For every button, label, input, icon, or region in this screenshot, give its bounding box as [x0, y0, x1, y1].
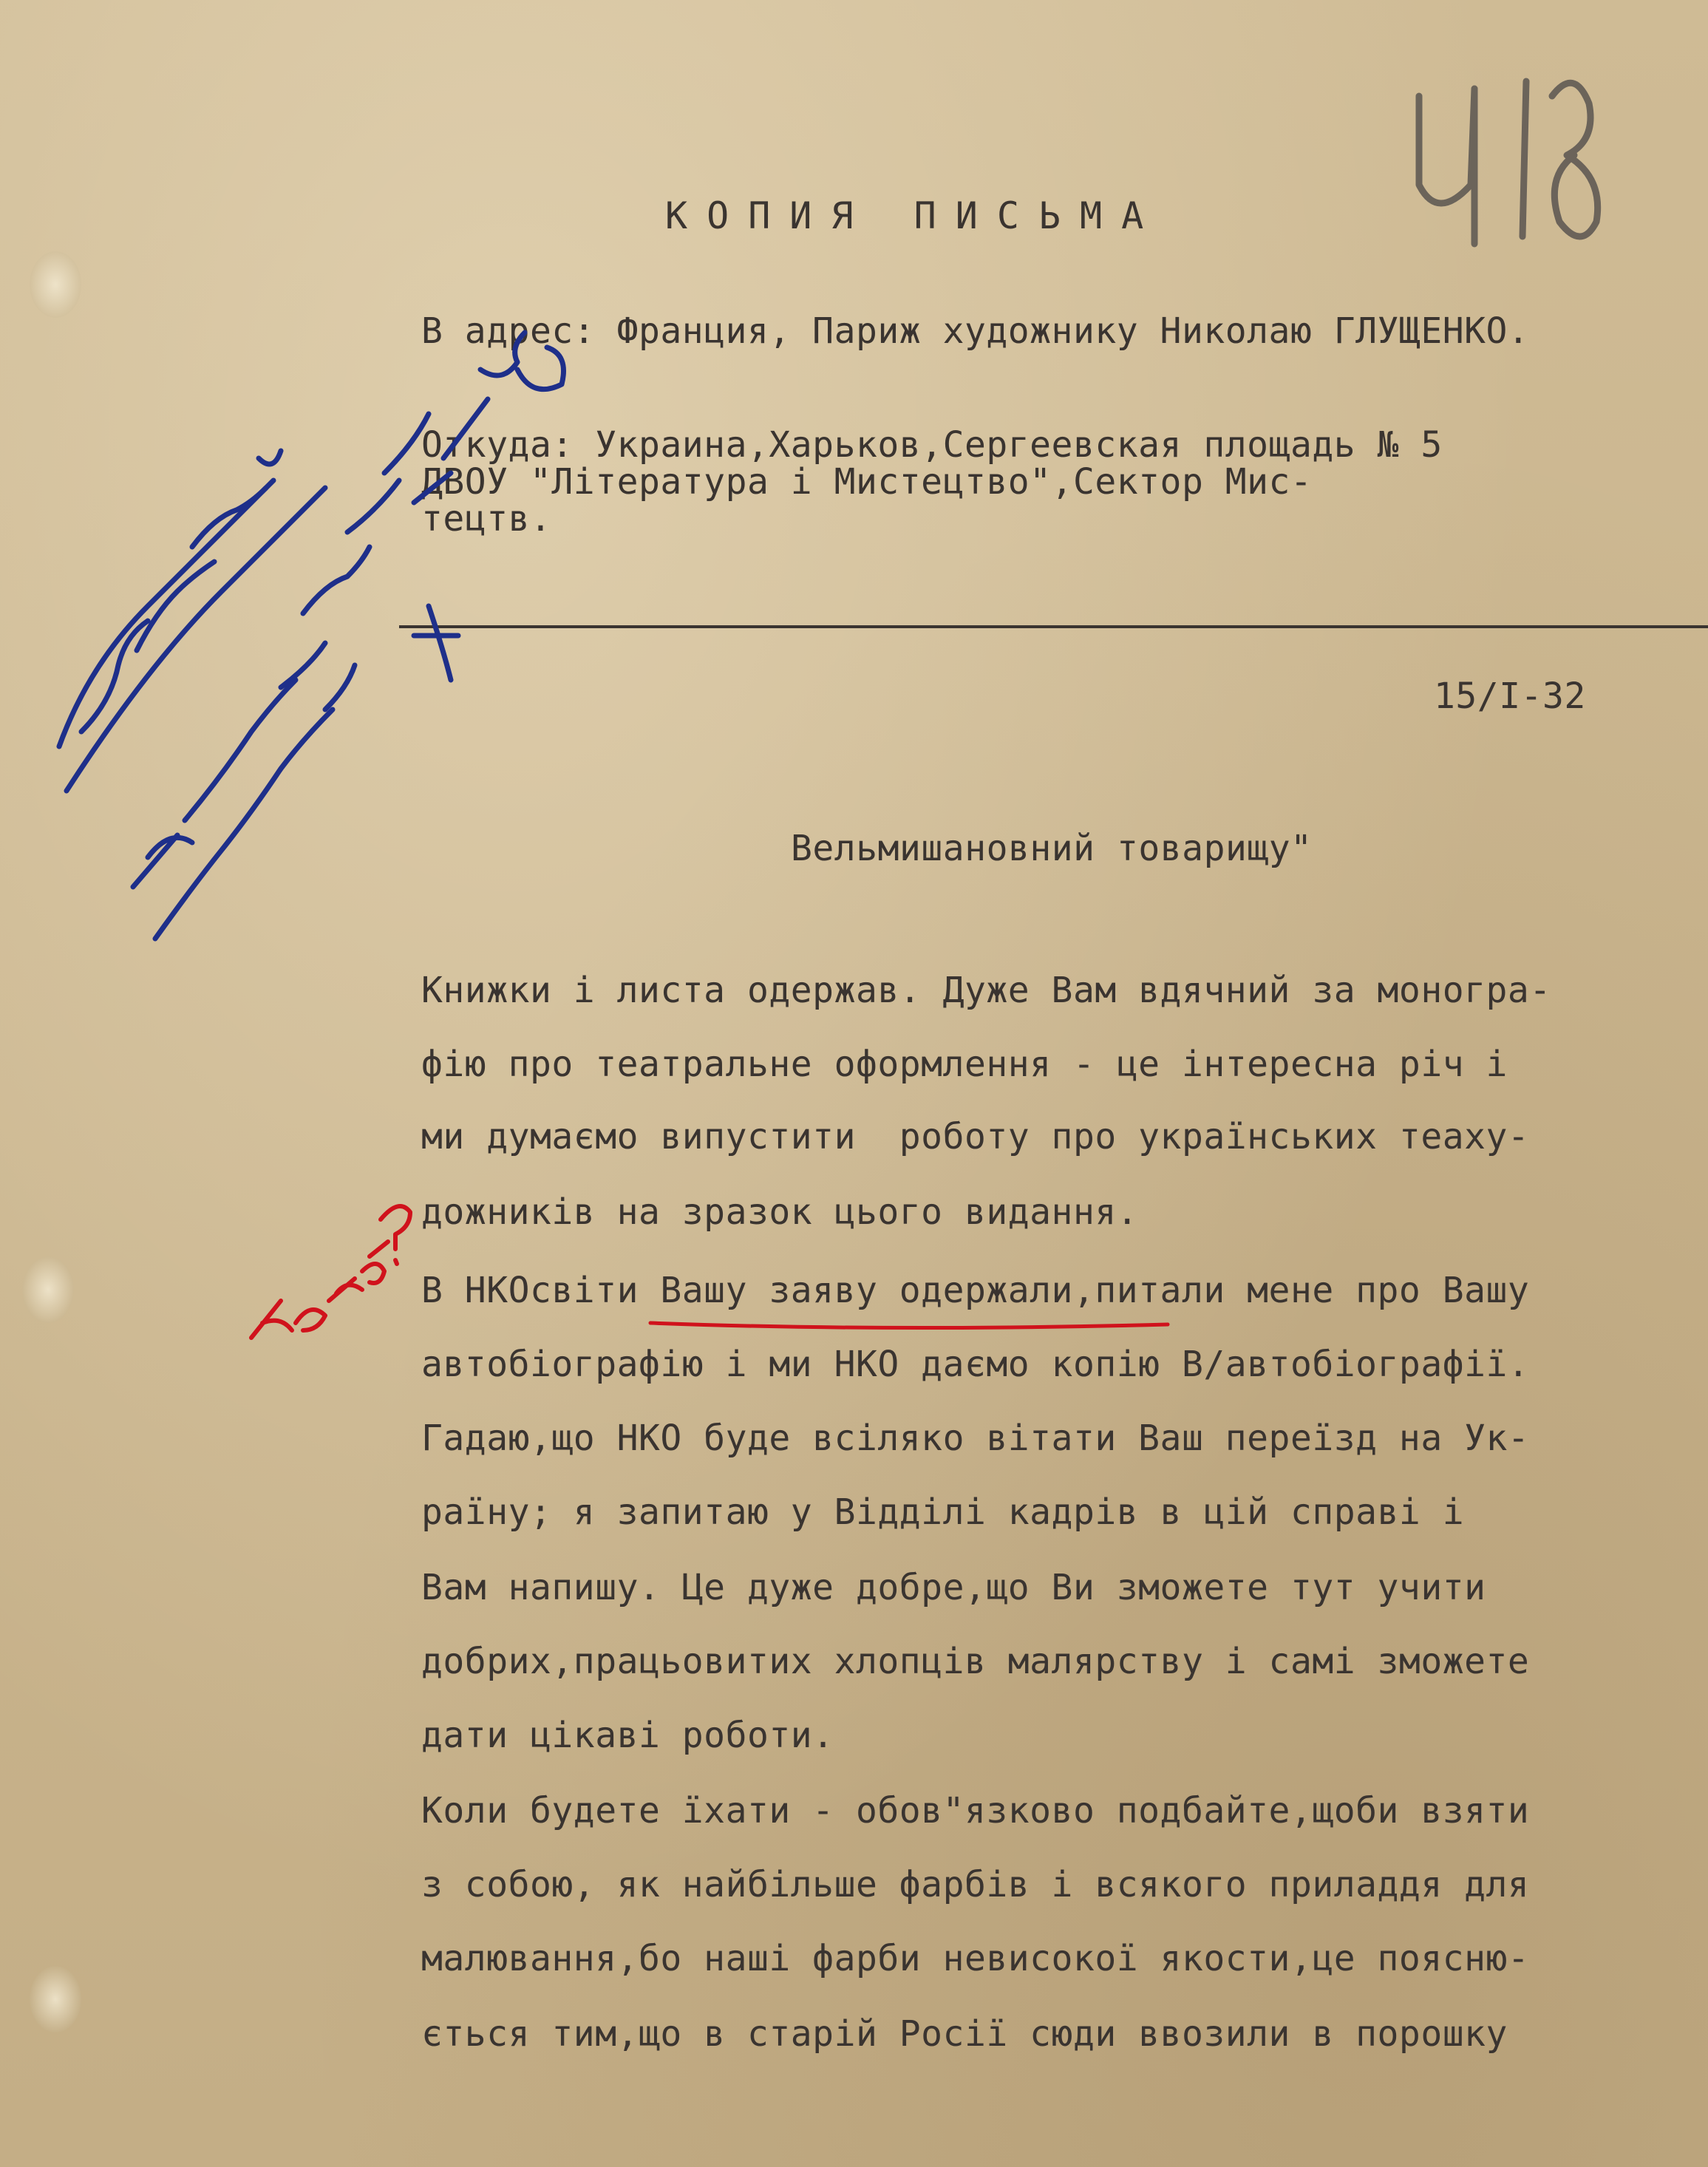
body-line: дати цікаві роботи. [421, 1715, 834, 1756]
body-line: Коли будете їхати - обов"язково подбайте,щоби взяти [421, 1790, 1530, 1831]
body-line: Вам напишу. Це дуже добре,що Ви зможете тут учити [421, 1567, 1486, 1608]
body-line: В НКОсвіти Вашу заяву одержали,питали мене про Вашу [421, 1270, 1530, 1311]
body-line: Книжки і листа одержав. Дуже Вам вдячний за моногра- [421, 970, 1551, 1011]
from-line-1: Откуда: Украина,Харьков,Сергеевская площадь № 5 [421, 424, 1443, 466]
from-line-3: тецтв. [421, 498, 552, 540]
address-line: В адрес: Франция, Париж художнику Николаю ГЛУЩЕНКО. [421, 310, 1530, 352]
body-line: малювання,бо наші фарби невисокої якости,це поясню- [421, 1938, 1530, 1979]
from-line-2: ДВОУ "Література і Мистецтво",Сектор Мис- [421, 461, 1313, 503]
letter-date: 15/I-32 [1434, 676, 1586, 717]
body-line: раїну; я запитаю у Відділі кадрів в цій справі і [421, 1491, 1465, 1533]
body-line: автобіографію і ми НКО даємо копію В/автобіографії. [421, 1344, 1530, 1385]
body-line: ми думаємо випустити роботу про українських теаху- [421, 1116, 1530, 1157]
body-line: дожників на зразок цього видання. [421, 1191, 1139, 1233]
body-line: добрих,працьовитих хлопців малярству і самі зможете [421, 1641, 1530, 1682]
body-line: ється тим,що в старій Росії сюди ввозили в порошку [421, 2013, 1508, 2055]
salutation: Вельмишановний товарищу" [791, 828, 1313, 869]
body-line: з собою, як найбільше фарбів і всякого приладдя для [421, 1864, 1530, 1905]
document-title: КОПИЯ ПИСЬМА [665, 194, 1163, 237]
body-line: Гадаю,що НКО буде всіляко вітати Ваш переїзд на Ук- [421, 1418, 1530, 1459]
body-line: фію про театральне оформлення - це інтересна річ і [421, 1044, 1508, 1085]
